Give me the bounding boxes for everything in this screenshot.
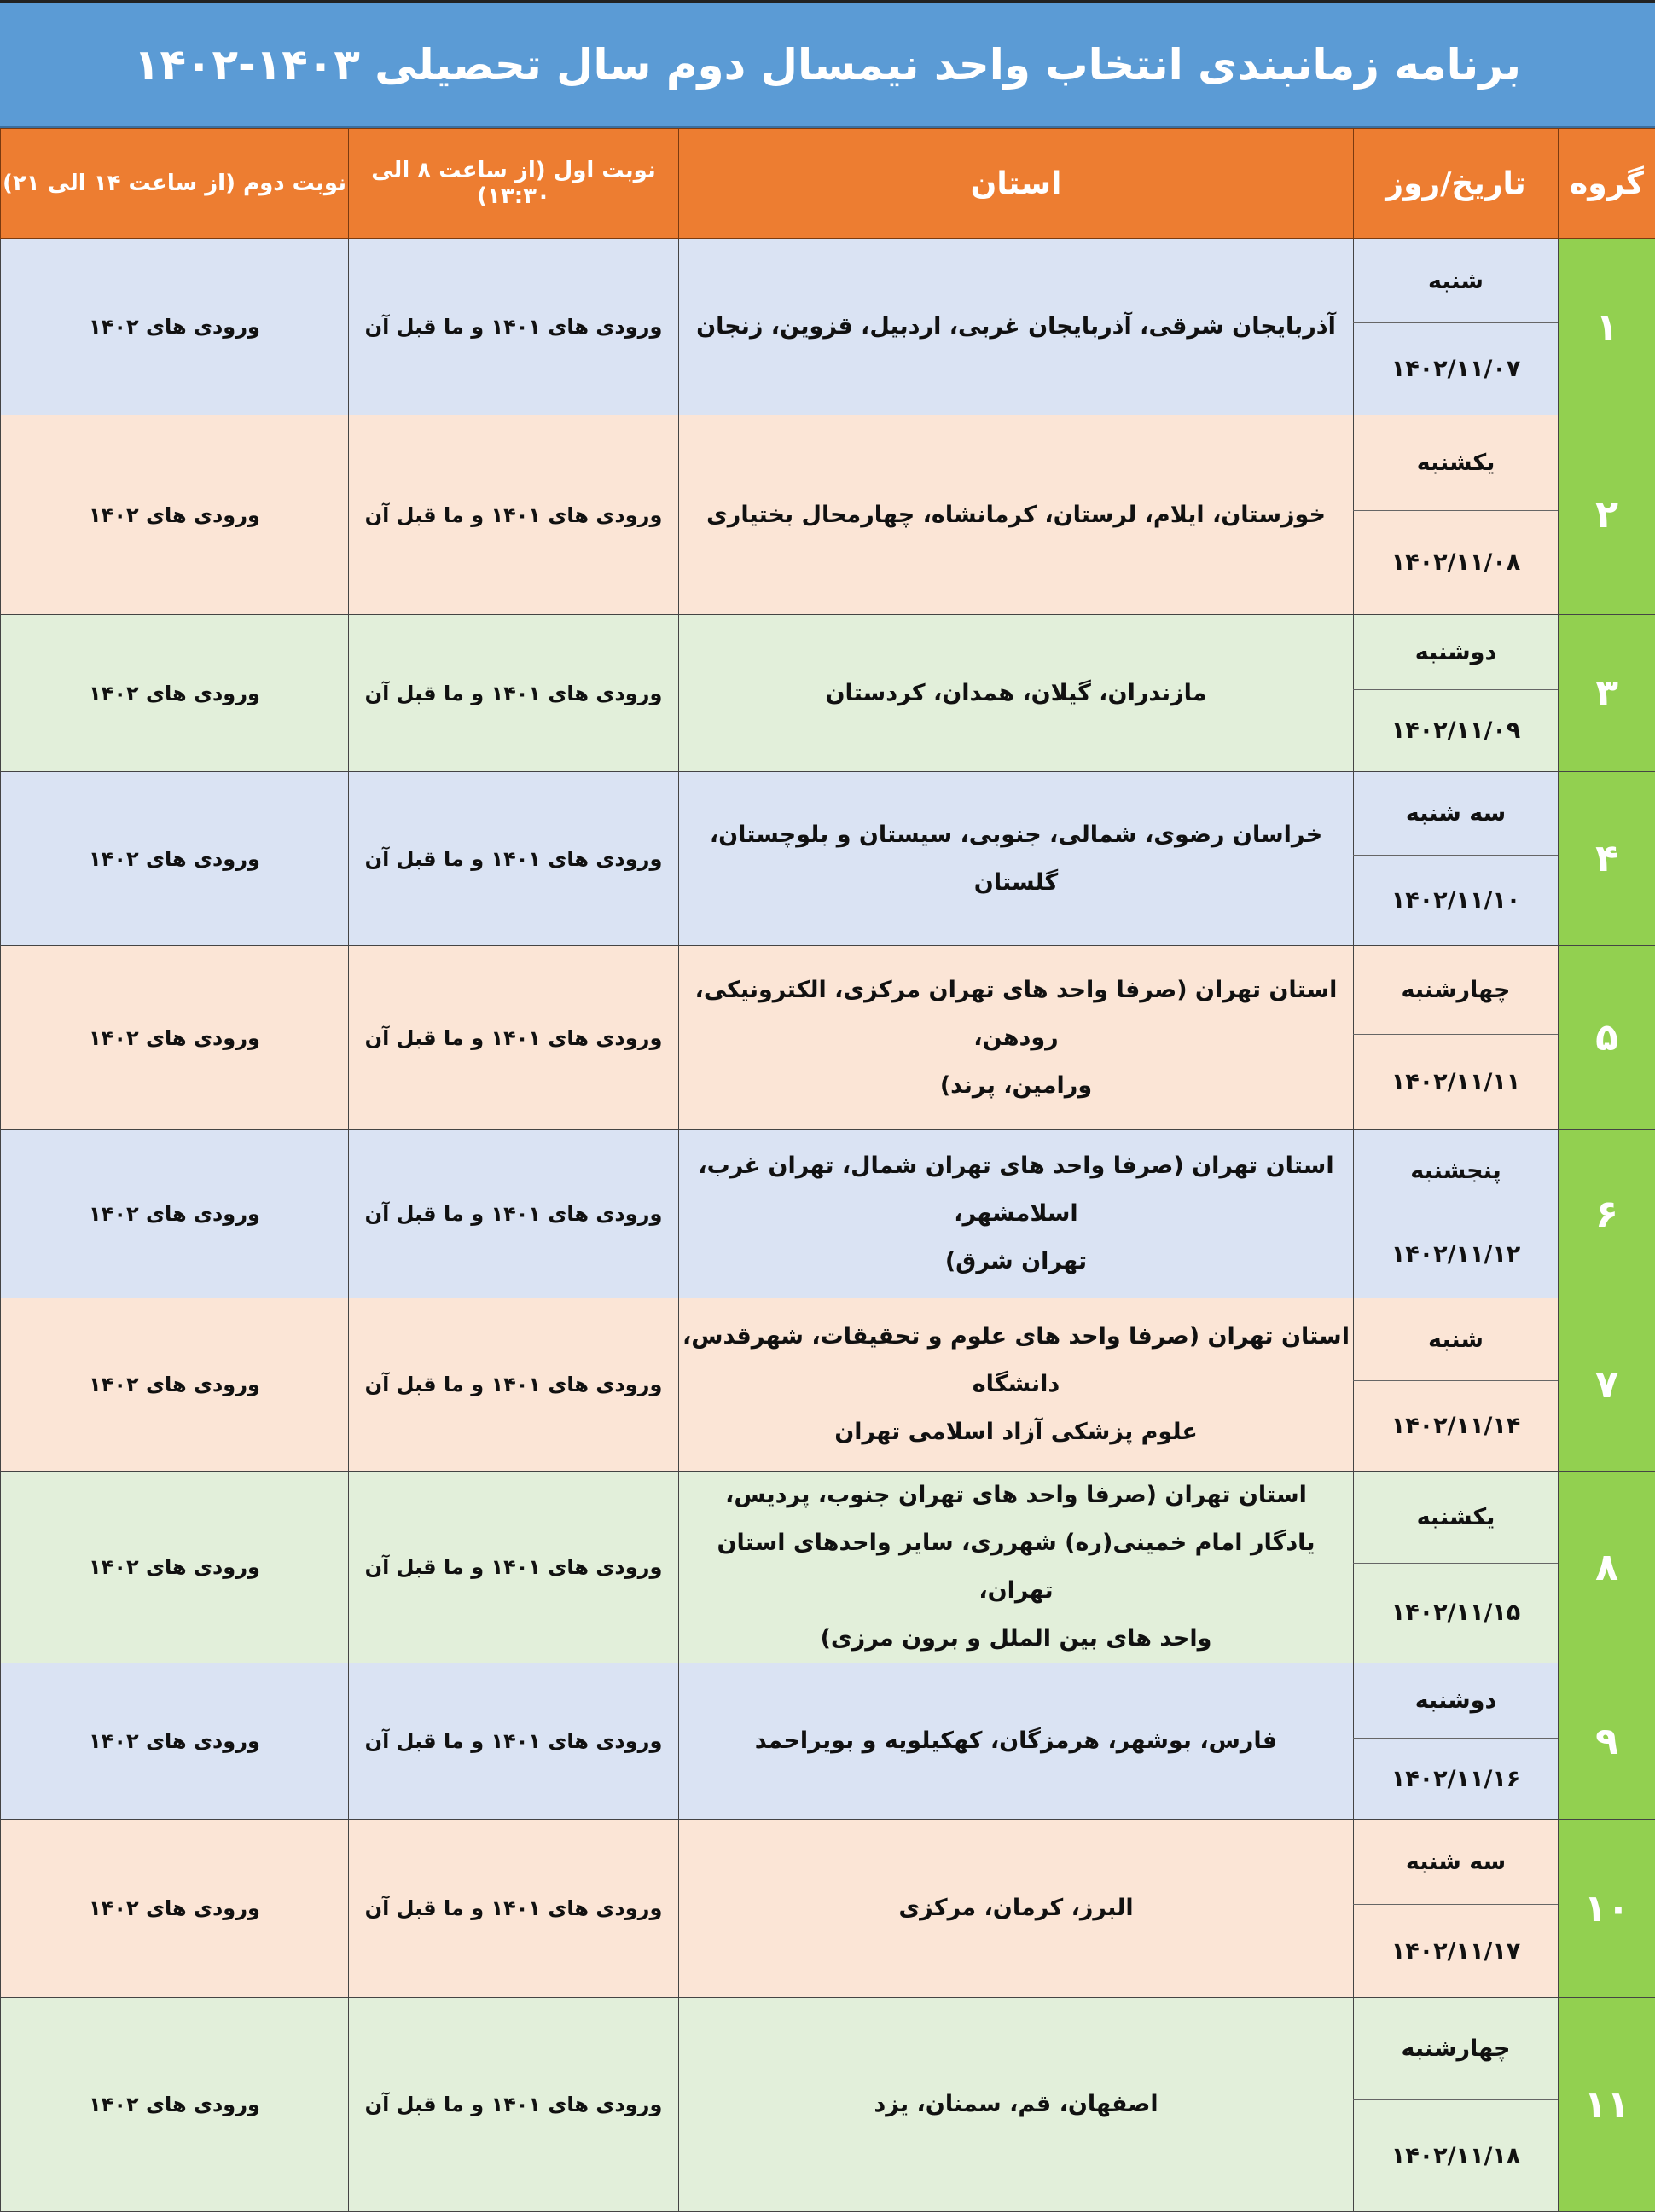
province-cell: استان تهران (صرفا واحد های تهران مرکزی، الکترونیکی، رودهن، ورامین، پرند)	[679, 946, 1354, 1130]
table-row	[1, 772, 1655, 856]
group-number: ۶	[1559, 1130, 1655, 1298]
day-cell: سه شنبه	[1354, 1820, 1559, 1905]
province-cell: آذربایجان شرقی، آذربایجان غربی، اردبیل، قزوین، زنجان	[679, 239, 1354, 415]
province-cell: البرز، کرمان، مرکزی	[679, 1820, 1354, 1998]
group-number: ۴	[1559, 772, 1655, 946]
day-cell: شنبه	[1354, 1298, 1559, 1381]
header-group: گروه	[1559, 129, 1655, 239]
date-cell: ۱۴۰۲/۱۱/۱۴	[1354, 1381, 1559, 1472]
day-cell: یکشنبه	[1354, 1472, 1559, 1564]
first-shift-cell: ورودی های ۱۴۰۱ و ما قبل آن	[349, 239, 679, 415]
schedule-table	[0, 128, 1655, 2212]
group-number: ۹	[1559, 1663, 1655, 1820]
second-shift-cell: ورودی های ۱۴۰۲	[1, 1663, 349, 1820]
day-cell: یکشنبه	[1354, 415, 1559, 511]
province-cell: اصفهان، قم، سمنان، یزد	[679, 1998, 1354, 2212]
province-cell: خراسان رضوی، شمالی، جنوبی، سیستان و بلوچستان، گلستان	[679, 772, 1354, 946]
table-row	[1, 615, 1655, 690]
table-row	[1, 415, 1655, 511]
first-shift-cell: ورودی های ۱۴۰۱ و ما قبل آن	[349, 1820, 679, 1998]
page-title: برنامه زمانبندی انتخاب واحد نیمسال دوم سال تحصیلی ۱۴۰۳-۱۴۰۲	[0, 0, 1655, 128]
date-cell: ۱۴۰۲/۱۱/۱۲	[1354, 1211, 1559, 1298]
table-row	[1, 1663, 1655, 1739]
group-number: ۳	[1559, 615, 1655, 772]
second-shift-cell: ورودی های ۱۴۰۲	[1, 1298, 349, 1472]
group-number: ۲	[1559, 415, 1655, 615]
first-shift-cell: ورودی های ۱۴۰۱ و ما قبل آن	[349, 415, 679, 615]
second-shift-cell: ورودی های ۱۴۰۲	[1, 615, 349, 772]
table-row	[1, 239, 1655, 323]
second-shift-cell: ورودی های ۱۴۰۲	[1, 946, 349, 1130]
date-cell: ۱۴۰۲/۱۱/۱۵	[1354, 1563, 1559, 1663]
day-cell: چهارشنبه	[1354, 946, 1559, 1035]
day-cell: دوشنبه	[1354, 1663, 1559, 1739]
second-shift-cell: ورودی های ۱۴۰۲	[1, 239, 349, 415]
second-shift-cell: ورودی های ۱۴۰۲	[1, 1472, 349, 1663]
day-cell: دوشنبه	[1354, 615, 1559, 690]
date-cell: ۱۴۰۲/۱۱/۰۹	[1354, 690, 1559, 772]
second-shift-cell: ورودی های ۱۴۰۲	[1, 415, 349, 615]
province-cell: فارس، بوشهر، هرمزگان، کهکیلویه و بویراحمد	[679, 1663, 1354, 1820]
second-shift-cell: ورودی های ۱۴۰۲	[1, 772, 349, 946]
date-cell: ۱۴۰۲/۱۱/۱۰	[1354, 856, 1559, 946]
table-row	[1, 946, 1655, 1035]
header-province: استان	[679, 129, 1354, 239]
second-shift-cell: ورودی های ۱۴۰۲	[1, 1998, 349, 2212]
first-shift-cell: ورودی های ۱۴۰۱ و ما قبل آن	[349, 1298, 679, 1472]
table-row	[1, 1820, 1655, 1905]
group-number: ۸	[1559, 1472, 1655, 1663]
first-shift-cell: ورودی های ۱۴۰۱ و ما قبل آن	[349, 615, 679, 772]
province-cell: مازندران، گیلان، همدان، کردستان	[679, 615, 1354, 772]
first-shift-cell: ورودی های ۱۴۰۱ و ما قبل آن	[349, 1998, 679, 2212]
province-cell: استان تهران (صرفا واحد های تهران شمال، تهران غرب، اسلامشهر، تهران شرق)	[679, 1130, 1354, 1298]
province-cell: استان تهران (صرفا واحد های تهران جنوب، پردیس، یادگار امام خمینی(ره) شهرری، سایر واحدهای استان تهران، واحد های بین الملل و برون مرزی)	[679, 1472, 1354, 1663]
table-row	[1, 1472, 1655, 1564]
table-row	[1, 1130, 1655, 1211]
day-cell: سه شنبه	[1354, 772, 1559, 856]
first-shift-cell: ورودی های ۱۴۰۱ و ما قبل آن	[349, 1472, 679, 1663]
second-shift-cell: ورودی های ۱۴۰۲	[1, 1130, 349, 1298]
group-number: ۱۱	[1559, 1998, 1655, 2212]
group-number: ۱۰	[1559, 1820, 1655, 1998]
province-cell: خوزستان، ایلام، لرستان، کرمانشاه، چهارمحال بختیاری	[679, 415, 1354, 615]
date-cell: ۱۴۰۲/۱۱/۱۱	[1354, 1035, 1559, 1130]
header-row	[1, 129, 1655, 239]
day-cell: چهارشنبه	[1354, 1998, 1559, 2100]
date-cell: ۱۴۰۲/۱۱/۰۷	[1354, 323, 1559, 415]
first-shift-cell: ورودی های ۱۴۰۱ و ما قبل آن	[349, 946, 679, 1130]
date-cell: ۱۴۰۲/۱۱/۱۸	[1354, 2100, 1559, 2212]
first-shift-cell: ورودی های ۱۴۰۱ و ما قبل آن	[349, 772, 679, 946]
header-date-day: تاریخ/روز	[1354, 129, 1559, 239]
day-cell: شنبه	[1354, 239, 1559, 323]
date-cell: ۱۴۰۲/۱۱/۱۷	[1354, 1905, 1559, 1998]
day-cell: پنجشنبه	[1354, 1130, 1559, 1211]
province-cell: استان تهران (صرفا واحد های علوم و تحقیقات، شهرقدس، دانشگاه علوم پزشکی آزاد اسلامی تهران	[679, 1298, 1354, 1472]
group-number: ۱	[1559, 239, 1655, 415]
date-cell: ۱۴۰۲/۱۱/۰۸	[1354, 511, 1559, 615]
first-shift-cell: ورودی های ۱۴۰۱ و ما قبل آن	[349, 1663, 679, 1820]
header-second-shift: نوبت دوم (از ساعت ۱۴ الی ۲۱)	[1, 129, 349, 239]
group-number: ۷	[1559, 1298, 1655, 1472]
first-shift-cell: ورودی های ۱۴۰۱ و ما قبل آن	[349, 1130, 679, 1298]
table-row	[1, 1998, 1655, 2100]
second-shift-cell: ورودی های ۱۴۰۲	[1, 1820, 349, 1998]
header-first-shift: نوبت اول (از ساعت ۸ الی ۱۳:۳۰)	[349, 129, 679, 239]
date-cell: ۱۴۰۲/۱۱/۱۶	[1354, 1739, 1559, 1820]
group-number: ۵	[1559, 946, 1655, 1130]
table-row	[1, 1298, 1655, 1381]
